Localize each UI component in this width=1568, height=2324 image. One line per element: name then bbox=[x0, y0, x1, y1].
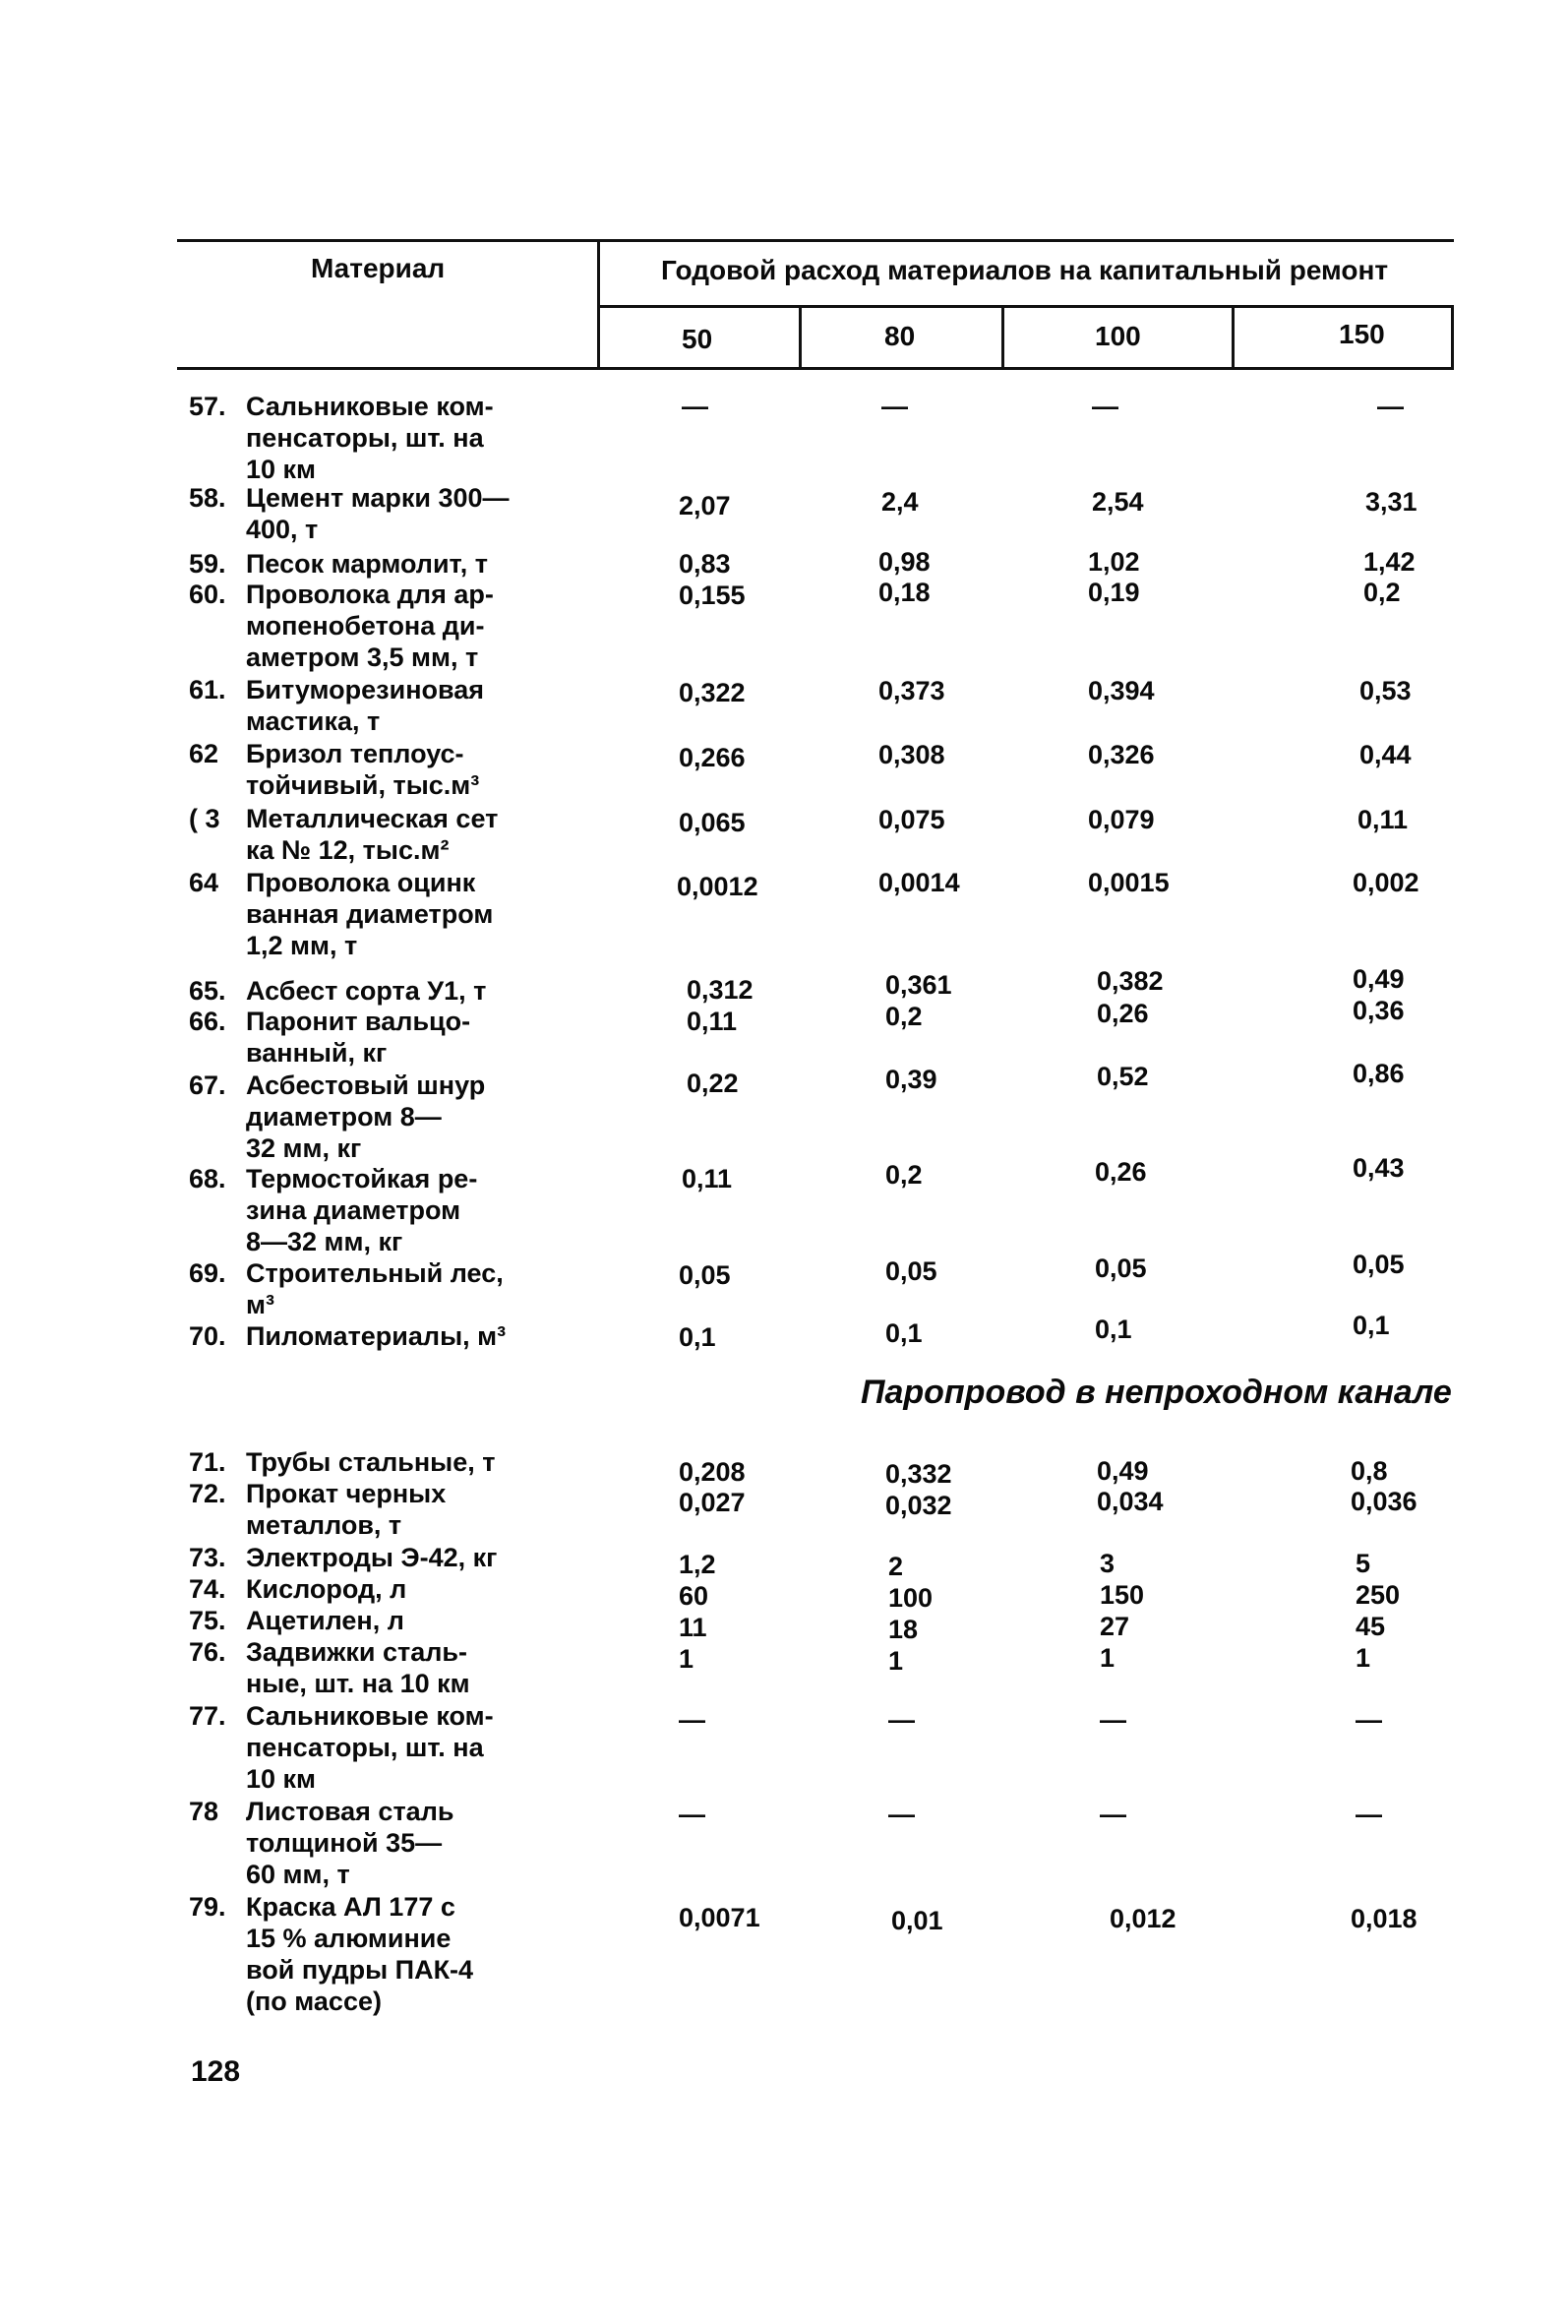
table-cell: — bbox=[1092, 392, 1118, 421]
table-cell: 0,36 bbox=[1353, 996, 1405, 1025]
table-cell: 0,1 bbox=[1095, 1315, 1132, 1344]
table-cell: 0,49 bbox=[1353, 964, 1405, 994]
table-cell: 0,22 bbox=[687, 1069, 739, 1098]
table-cell: 0,312 bbox=[687, 975, 754, 1005]
table-cell: — bbox=[1356, 1800, 1382, 1829]
table-row-label: 65. Асбест сорта У1, т bbox=[189, 976, 487, 1006]
table-cell: 0,83 bbox=[679, 549, 731, 579]
table-cell: 0,05 bbox=[679, 1260, 731, 1290]
table-cell: 0,05 bbox=[1353, 1250, 1405, 1279]
table-cell: 100 bbox=[888, 1583, 934, 1613]
table-cell: 1,02 bbox=[1088, 547, 1140, 577]
table-cell: 45 bbox=[1356, 1612, 1386, 1641]
table-cell: 0,0015 bbox=[1088, 868, 1170, 897]
table-cell: — bbox=[888, 1800, 915, 1829]
table-cell: — bbox=[888, 1705, 915, 1735]
table-cell: 2,54 bbox=[1092, 487, 1144, 517]
table-row-label: 67. Асбестовый шнур диаметром 8— 32 мм, кг bbox=[189, 1070, 486, 1163]
table-cell: 0,1 bbox=[885, 1318, 923, 1348]
table-cell: 0,0012 bbox=[677, 872, 758, 901]
table-row-label: 66. Паронит вальцо- ванный, кг bbox=[189, 1007, 471, 1068]
table-cell: 0,11 bbox=[687, 1007, 738, 1036]
table-row-label: 71. Трубы стальные, т bbox=[189, 1447, 496, 1477]
table-cell: 0,44 bbox=[1359, 740, 1412, 769]
table-cell: 0,86 bbox=[1353, 1059, 1405, 1088]
table-row-label: 78 Листовая сталь толщиной 35— 60 мм, т bbox=[189, 1797, 454, 1889]
table-cell: 1,42 bbox=[1363, 547, 1416, 577]
table-cell: 0,394 bbox=[1088, 676, 1155, 705]
table-row-label: 74. Кислород, л bbox=[189, 1574, 407, 1604]
table-cell: 0,382 bbox=[1097, 966, 1164, 996]
table-row-label: 60. Проволока для ар- мопенобетона ди- аметром 3,5 мм, т bbox=[189, 580, 494, 672]
table-cell: 0,155 bbox=[679, 581, 746, 610]
table-cell: 0,26 bbox=[1097, 999, 1149, 1028]
table-row-label: 59. Песок мармолит, т bbox=[189, 549, 488, 579]
table-cell: 2,4 bbox=[881, 487, 919, 517]
table-cell: 1 bbox=[888, 1646, 904, 1676]
table-row-label: 68. Термостойкая ре- зина диаметром 8—32 мм, кг bbox=[189, 1164, 478, 1256]
table-cell: — bbox=[1377, 392, 1404, 421]
table-cell: 0,1 bbox=[1353, 1311, 1390, 1340]
table-cell: — bbox=[1100, 1800, 1126, 1829]
table-cell: 0,027 bbox=[679, 1488, 746, 1517]
table-cell: 60 bbox=[679, 1581, 709, 1611]
table-cell: 0,065 bbox=[679, 808, 746, 837]
table-cell: 3,31 bbox=[1365, 487, 1417, 517]
table-row-label: 72. Прокат черных металлов, т bbox=[189, 1479, 447, 1540]
table-cell: 0,322 bbox=[679, 678, 746, 707]
table-cell: 0,49 bbox=[1097, 1456, 1149, 1486]
table-cell: — bbox=[679, 1705, 705, 1735]
table-row-label: 79. Краска АЛ 177 с 15 % алюминие вой пудры ПАК-4 (по массе) bbox=[189, 1892, 474, 2016]
table-cell: — bbox=[679, 1800, 705, 1829]
table-cell: 1,2 bbox=[679, 1550, 716, 1579]
table-cell: 0,18 bbox=[878, 578, 931, 607]
table-row-label: 76. Задвижки сталь- ные, шт. на 10 км bbox=[189, 1637, 470, 1698]
table-cell: 0,308 bbox=[878, 740, 945, 769]
table-cell: 27 bbox=[1100, 1612, 1130, 1641]
table-cell: 3 bbox=[1100, 1549, 1116, 1578]
column-header-50: 50 bbox=[682, 324, 713, 354]
section-title: Паропровод в непроходном канале bbox=[861, 1374, 1452, 1411]
table-row-label: 77. Сальниковые ком- пенсаторы, шт. на 10 км bbox=[189, 1701, 494, 1794]
table-cell: 0,05 bbox=[1095, 1254, 1147, 1283]
table-cell: 2,07 bbox=[679, 491, 731, 520]
page-number: 128 bbox=[191, 2055, 241, 2088]
table-cell: 0,012 bbox=[1110, 1904, 1176, 1933]
table-cell: 0,266 bbox=[679, 743, 746, 772]
table-cell: 0,52 bbox=[1097, 1062, 1149, 1091]
table-row-label: 62 Бризол теплоус- тойчивый, тыс.м³ bbox=[189, 739, 480, 800]
table-cell: 0,361 bbox=[885, 970, 952, 1000]
table-cell: 5 bbox=[1356, 1549, 1371, 1578]
table-row-label: 57. Сальниковые ком- пенсаторы, шт. на 10 км bbox=[189, 392, 494, 484]
table-cell: — bbox=[1356, 1705, 1382, 1735]
table-cell: 18 bbox=[888, 1615, 919, 1644]
col-divider-2 bbox=[1001, 305, 1004, 367]
table-cell: — bbox=[682, 392, 708, 421]
table-cell: 0,034 bbox=[1097, 1487, 1164, 1516]
table-row-label: 61. Битуморезиновая мастика, т bbox=[189, 675, 485, 736]
table-cell: 0,1 bbox=[679, 1322, 716, 1352]
column-header-80: 80 bbox=[884, 321, 916, 351]
table-cell: 0,01 bbox=[891, 1906, 943, 1935]
table-cell: 0,98 bbox=[878, 547, 931, 577]
table-row-label: 58. Цемент марки 300— 400, т bbox=[189, 483, 510, 544]
table-cell: 0,8 bbox=[1351, 1456, 1388, 1486]
table-cell: 0,075 bbox=[878, 805, 945, 834]
table-cell: 0,0071 bbox=[679, 1903, 760, 1932]
table-row-label: 70. Пиломатериалы, м³ bbox=[189, 1321, 507, 1351]
table-cell: 0,2 bbox=[1363, 578, 1401, 607]
table-cell: 0,208 bbox=[679, 1457, 746, 1487]
table-cell: 0,326 bbox=[1088, 740, 1155, 769]
table-cell: 11 bbox=[679, 1613, 707, 1642]
table-cell: 0,018 bbox=[1351, 1904, 1417, 1933]
table-cell: 2 bbox=[888, 1552, 904, 1581]
table-cell: 1 bbox=[679, 1644, 694, 1674]
column-header-150: 150 bbox=[1339, 319, 1385, 349]
table-cell: 0,373 bbox=[878, 676, 945, 705]
table-row-label: 64 Проволока оцинк ванная диаметром 1,2 мм, т bbox=[189, 868, 494, 960]
col-divider-3 bbox=[1232, 305, 1235, 367]
table-cell: 0,032 bbox=[885, 1491, 952, 1520]
table-cell: 0,0014 bbox=[878, 868, 960, 897]
table-cell: 0,53 bbox=[1359, 676, 1412, 705]
table-cell: 150 bbox=[1100, 1580, 1145, 1610]
table-cell: 0,11 bbox=[682, 1164, 733, 1193]
table-cell: 0,002 bbox=[1353, 868, 1419, 897]
table-cell: — bbox=[881, 392, 908, 421]
subheader-rule bbox=[597, 305, 1454, 308]
table-row-label: ( 3 Металлическая сет ка № 12, тыс.м² bbox=[189, 804, 499, 865]
column-header-100: 100 bbox=[1095, 321, 1141, 351]
table-row-label: 73. Электроды Э-42, кг bbox=[189, 1543, 498, 1572]
table-cell: 0,079 bbox=[1088, 805, 1155, 834]
table-cell: 250 bbox=[1356, 1580, 1401, 1610]
table-cell: 0,19 bbox=[1088, 578, 1140, 607]
table-cell: 0,332 bbox=[885, 1459, 952, 1489]
header-bottom-rule bbox=[177, 367, 1454, 370]
table-row-label: 69. Строительный лес, м³ bbox=[189, 1258, 504, 1319]
table-row-label: 75. Ацетилен, л bbox=[189, 1606, 404, 1635]
header-divider bbox=[597, 239, 600, 367]
table-top-rule bbox=[177, 239, 1454, 242]
col-divider-4 bbox=[1451, 305, 1454, 367]
table-cell: — bbox=[1100, 1705, 1126, 1735]
table-cell: 0,2 bbox=[885, 1160, 923, 1190]
table-cell: 0,26 bbox=[1095, 1157, 1147, 1187]
table-cell: 0,39 bbox=[885, 1065, 937, 1094]
column-header-material: Материал bbox=[311, 253, 446, 283]
table-cell: 1 bbox=[1356, 1643, 1371, 1673]
column-header-annual: Годовой расход материалов на капитальный ремонт bbox=[661, 255, 1389, 285]
table-cell: 0,2 bbox=[885, 1002, 923, 1031]
table-cell: 1 bbox=[1100, 1643, 1116, 1673]
table-cell: 0,43 bbox=[1353, 1153, 1405, 1183]
table-cell: 0,11 bbox=[1357, 805, 1409, 834]
table-cell: 0,05 bbox=[885, 1256, 937, 1286]
table-cell: 0,036 bbox=[1351, 1487, 1417, 1516]
col-divider-1 bbox=[799, 305, 802, 367]
